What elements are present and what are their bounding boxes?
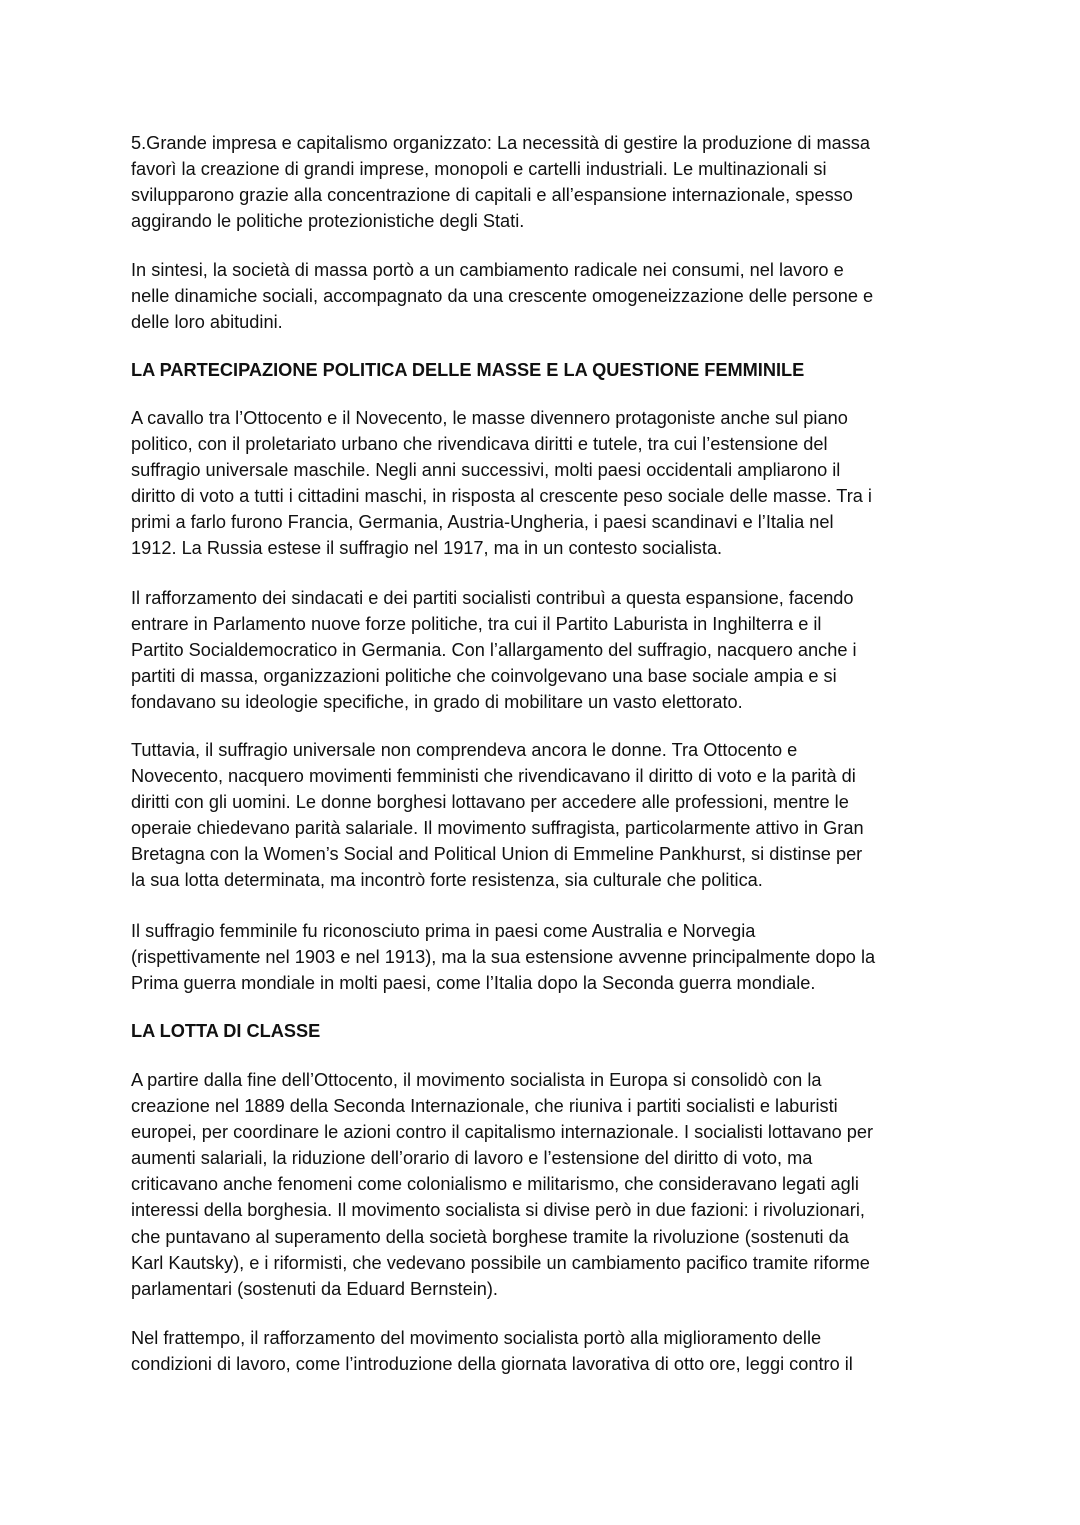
paragraph	[131, 737, 961, 894]
text-line: delle loro abitudini.	[131, 312, 283, 333]
text-line: Nel frattempo, il rafforzamento del movimento socialista portò alla miglioramento delle	[131, 1328, 822, 1348]
text-line: 5.Grande impresa e capitalismo organizzato: La necessità di gestire la produzione di massa	[131, 133, 871, 153]
text-line: Bretagna con la Women’s Social and Political Union di Emmeline Pankhurst, si distinse per	[131, 844, 863, 865]
text-line: Novecento, nacquero movimenti femministi che rivendicavano il diritto di voto e la parità di	[131, 766, 856, 787]
text-line: Il suffragio femminile fu riconosciuto prima in paesi come Australia e Norvegia	[131, 921, 756, 941]
text-line: entrare in Parlamento nuove forze politiche, tra cui il Partito Laburista in Inghilterra e il	[131, 614, 822, 635]
text-line: Prima guerra mondiale in molti paesi, come l’Italia dopo la Seconda guerra mondiale.	[131, 973, 816, 994]
text-line: Il rafforzamento dei sindacati e dei partiti socialisti contribuì a questa espansione, facendo	[131, 588, 854, 608]
text-line: fondavano su ideologie specifiche, in grado di mobilitare un vasto elettorato.	[131, 692, 743, 713]
text-line: Tuttavia, il suffragio universale non comprendeva ancora le donne. Tra Ottocento e	[131, 740, 798, 760]
section-heading	[131, 357, 961, 383]
paragraph	[131, 405, 961, 562]
paragraph	[131, 585, 961, 715]
paragraph	[131, 257, 961, 335]
text-line: primi a farlo furono Francia, Germania, Austria-Ungheria, i paesi scandinavi e l’Italia nel	[131, 512, 834, 533]
text-line: favorì la creazione di grandi imprese, monopoli e cartelli industriali. Le multinazionali si	[131, 159, 827, 180]
text-line: la sua lotta determinata, ma incontrò forte resistenza, sia culturale che politica.	[131, 870, 763, 891]
text-line: aggirando le politiche protezionistiche degli Stati.	[131, 211, 525, 232]
text-line: che puntavano al superamento della società borghese tramite la rivoluzione (sostenuti da	[131, 1226, 849, 1247]
text-line: creazione nel 1889 della Seconda Internazionale, che riuniva i partiti socialisti e laburisti	[131, 1096, 838, 1117]
text-line: aumenti salariali, la riduzione dell’orario di lavoro e l’estensione del diritto di voto, ma	[131, 1148, 813, 1169]
section-heading	[131, 1018, 961, 1044]
text-line: 1912. La Russia estese il suffragio nel 1917, ma in un contesto socialista.	[131, 538, 723, 559]
text-line: condizioni di lavoro, come l’introduzione della giornata lavorativa di otto ore, leggi contro il	[131, 1354, 853, 1375]
text-line: LA PARTECIPAZIONE POLITICA DELLE MASSE E LA QUESTIONE FEMMINILE	[131, 360, 805, 380]
paragraph	[131, 918, 961, 996]
paragraph	[131, 130, 961, 234]
text-line: politico, con il proletariato urbano che rivendicava diritti e tutele, tra cui l’estensione del	[131, 434, 828, 455]
text-line: nelle dinamiche sociali, accompagnato da una crescente omogeneizzazione delle persone e	[131, 286, 874, 307]
text-line: Karl Kautsky), e i riformisti, che vedevano possibile un cambiamento pacifico tramite riforme	[131, 1252, 870, 1273]
text-line: partiti di massa, organizzazioni politiche che coinvolgevano una base sociale ampia e si	[131, 666, 837, 687]
text-line: Partito Socialdemocratico in Germania. Con l’allargamento del suffragio, nacquero anche i	[131, 640, 857, 661]
text-line: diritto di voto a tutti i cittadini maschi, in risposta al crescente peso sociale delle masse. Tra i	[131, 486, 872, 507]
text-line: A partire dalla fine dell’Ottocento, il movimento socialista in Europa si consolidò con la	[131, 1070, 822, 1090]
text-line: (rispettivamente nel 1903 e nel 1913), ma la sua estensione avvenne principalmente dopo la	[131, 947, 876, 968]
paragraph	[131, 1325, 961, 1377]
paragraph	[131, 1067, 961, 1302]
text-line: europei, per coordinare le azioni contro il capitalismo internazionale. I socialisti lottavano per	[131, 1122, 874, 1143]
text-line: In sintesi, la società di massa portò a un cambiamento radicale nei consumi, nel lavoro e	[131, 260, 844, 280]
text-line: suffragio universale maschile. Negli anni successivi, molti paesi occidentali ampliarono il	[131, 460, 841, 481]
text-line: A cavallo tra l’Ottocento e il Novecento, le masse divennero protagoniste anche sul piano	[131, 408, 848, 428]
text-line: LA LOTTA DI CLASSE	[131, 1021, 321, 1041]
text-line: parlamentari (sostenuti da Eduard Bernstein).	[131, 1278, 498, 1299]
text-line: criticavano anche fenomeni come colonialismo e militarismo, che consideravano legati agli	[131, 1174, 859, 1195]
text-line: svilupparono grazie alla concentrazione di capitali e all’espansione internazionale, spesso	[131, 185, 853, 206]
text-line: interessi della borghesia. Il movimento socialista si divise però in due fazioni: i rivoluzionari,	[131, 1200, 865, 1221]
text-line: operaie chiedevano parità salariale. Il movimento suffragista, particolarmente attivo in Gran	[131, 818, 864, 839]
text-line: diritti con gli uomini. Le donne borghesi lottavano per accedere alle professioni, mentre le	[131, 792, 849, 813]
